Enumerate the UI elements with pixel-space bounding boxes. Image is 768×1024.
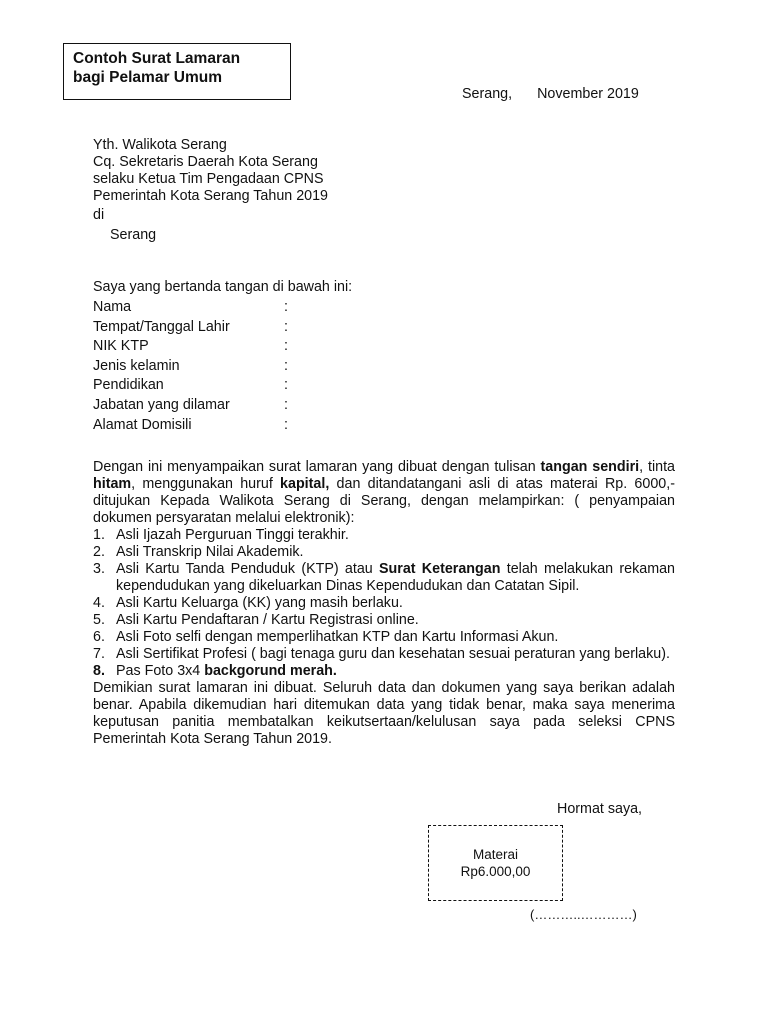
text-run-bold: kapital, [280,476,330,492]
list-item [93,527,675,544]
field-row [93,299,393,319]
field-label: Pendidikan [93,377,164,394]
text-run: Dengan ini menyampaikan surat lamaran yang dibuat dengan tulisan [93,459,541,475]
list-text: Asli Sertifikat Profesi ( bagi tenaga guru dan kesehatan sesuai peraturan yang berlaku). [116,646,670,662]
field-label: Nama [93,299,132,315]
field-row [93,338,393,358]
list-number: 1. [93,527,105,543]
field-row [93,319,393,339]
list-text-bold: backgorund merah. [204,663,337,679]
attachment-list [93,527,675,680]
intro-text: Saya yang bertanda tangan di bawah ini: [93,279,353,295]
field-colon: : [284,299,288,315]
applicant-fields [93,299,393,436]
materai-label: Materai [472,847,518,862]
title-line-2: bagi Pelamar Umum [73,69,223,86]
recipient-address [93,137,328,244]
address-di: di [93,207,105,223]
list-number: 6. [93,629,105,645]
document-title-box [63,43,291,100]
field-row [93,417,393,437]
field-colon: : [284,357,288,374]
materai-value: Rp6.000,00 [460,864,531,879]
field-label: Jenis kelamin [93,357,180,374]
list-item [93,612,675,629]
list-item [93,544,675,561]
place: Serang, [462,86,513,102]
closing-paragraph: Demikian surat lamaran ini dibuat. Seluruh data dan dokumen yang saya berikan adalah benar. Apabila dikemudian hari ditemukan data yang tidak benar, maka saya menerima keputusan panitia membatalkan keikutsertaan/kelulusan saya pada seleksi CPNS Pemerintah Kota Serang Tahun 2019. [93,680,675,747]
signature-name-placeholder: (………..…………) [530,907,637,922]
list-text: Asli Kartu Tanda Penduduk (KTP) atau [116,561,379,577]
list-text: Asli Kartu Keluarga (KK) yang masih berlaku. [116,595,403,611]
field-label: Alamat Domisili [93,416,192,433]
list-number: 7. [93,646,105,662]
address-city: Serang [110,227,157,243]
field-colon: : [284,416,288,433]
list-number: 3. [93,561,105,577]
field-label: NIK KTP [93,338,149,355]
address-line-1: Yth. Walikota Serang [93,137,227,153]
list-item [93,629,675,646]
list-item [93,646,675,663]
statement-paragraph [93,459,675,527]
field-label: Jabatan yang dilamar [93,396,230,413]
list-text: Asli Kartu Pendaftaran / Kartu Registrasi online. [116,612,419,628]
list-item [93,663,675,680]
field-colon: : [284,396,288,413]
month-year: November 2019 [537,86,639,102]
field-row [93,358,393,378]
text-run-bold: tangan sendiri [540,459,640,475]
list-number: 2. [93,544,105,560]
list-text: Asli Ijazah Perguruan Tinggi terakhir. [116,527,349,543]
field-colon: : [284,318,288,335]
list-text: telah melakukan rekaman kependudukan yang dikeluarkan Dinas Kependudukan dan Catatan Sipil. [116,561,676,594]
list-text-bold: Surat Keterangan [379,561,501,577]
list-number: 4. [93,595,105,611]
field-row [93,397,393,417]
field-label: Tempat/Tanggal Lahir [93,318,230,335]
list-text: Asli Foto selfi dengan memperlihatkan KTP dan Kartu Informasi Akun. [116,629,559,645]
text-run: , tinta [639,459,675,475]
text-run: , menggunakan huruf [131,476,281,492]
place-date [462,86,639,103]
address-line-3: selaku Ketua Tim Pengadaan CPNS [93,171,324,187]
list-item [93,561,675,595]
list-number: 8. [93,663,105,679]
letter-body [93,459,675,748]
field-colon: : [284,338,288,355]
list-item [93,595,675,612]
text-run: dan ditandatangani asli di atas materai Rp. 6000,- ditujukan Kepada Walikota Serang di Serang, dengan melampirkan: ( penyampaian dokumen persyaratan melalui elektronik): [93,476,675,526]
closing-greeting: Hormat saya, [557,801,643,817]
address-line-4: Pemerintah Kota Serang Tahun 2019 [93,188,329,204]
address-line-2: Cq. Sekretaris Daerah Kota Serang [93,154,318,170]
field-row [93,377,393,397]
field-colon: : [284,377,288,394]
text-run-bold: hitam [93,476,132,492]
title-line-1: Contoh Surat Lamaran [73,50,241,67]
list-text: Asli Transkrip Nilai Akademik. [116,544,304,560]
list-number: 5. [93,612,105,628]
materai-stamp-box [428,825,563,901]
list-text: Pas Foto 3x4 [116,663,205,679]
